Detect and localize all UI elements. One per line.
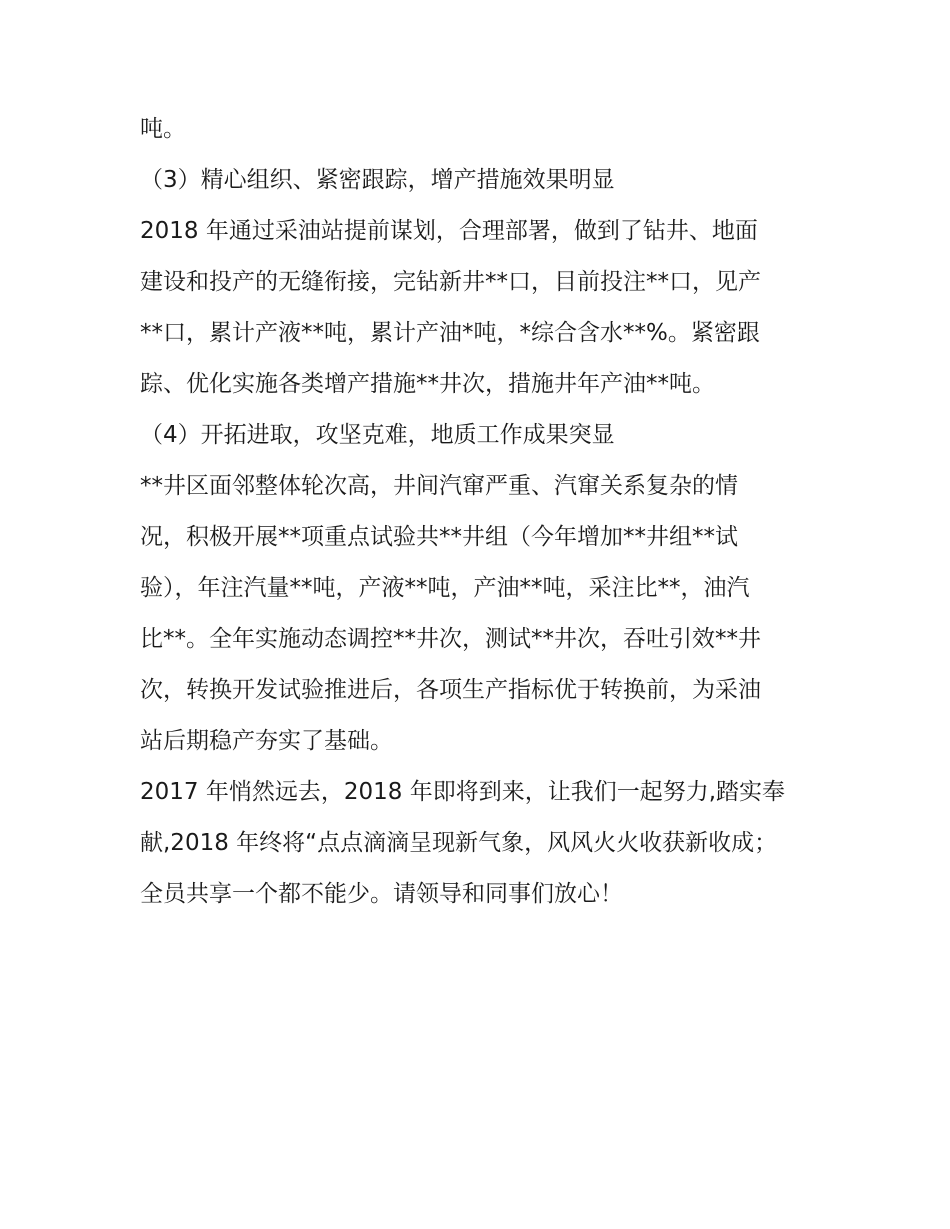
text-line: **井区面邻整体轮次高，井间汽窜严重、汽窜关系复杂的情 <box>140 473 738 499</box>
text-line: 况，积极开展**项重点试验共**井组（今年增加**井组**试 <box>140 524 738 550</box>
text-line: 验），年注汽量**吨，产液**吨，产油**吨，采注比**，油汽 <box>140 575 750 601</box>
text-line: 次，转换开发试验推进后，各项生产指标优于转换前，为采油 <box>140 677 761 703</box>
document-body <box>140 104 820 920</box>
section-heading-3: （3）精心组织、紧密跟踪，增产措施效果明显 <box>140 167 615 193</box>
text-line: 比**。全年实施动态调控**井次，测试**井次，吞吐引效**井 <box>140 626 761 652</box>
text-line: 全员共享一个都不能少。请领导和同事们放心！ <box>140 881 623 907</box>
text-line: 踪、优化实施各类增产措施**井次，措施井年产油**吨。 <box>140 371 715 397</box>
text-line: 2018 年通过采油站提前谋划，合理部署，做到了钻井、地面 <box>140 218 758 244</box>
text-line: 站后期稳产夯实了基础。 <box>140 728 393 754</box>
text-line: **口，累计产液**吨，累计产油*吨，*综合含水**%。紧密跟 <box>140 320 760 346</box>
text-line: 2017 年悄然远去，2018 年即将到来，让我们一起努力,踏实奉 <box>140 779 785 805</box>
text-line: 吨。 <box>140 116 186 142</box>
text-line: 建设和投产的无缝衔接，完钻新井**口，目前投注**口，见产 <box>140 269 761 295</box>
section-heading-4: （4）开拓进取，攻坚克难，地质工作成果突显 <box>140 422 615 448</box>
text-line: 献,2018 年终将“点点滴滴呈现新气象，风风火火收获新收成； <box>140 830 778 856</box>
